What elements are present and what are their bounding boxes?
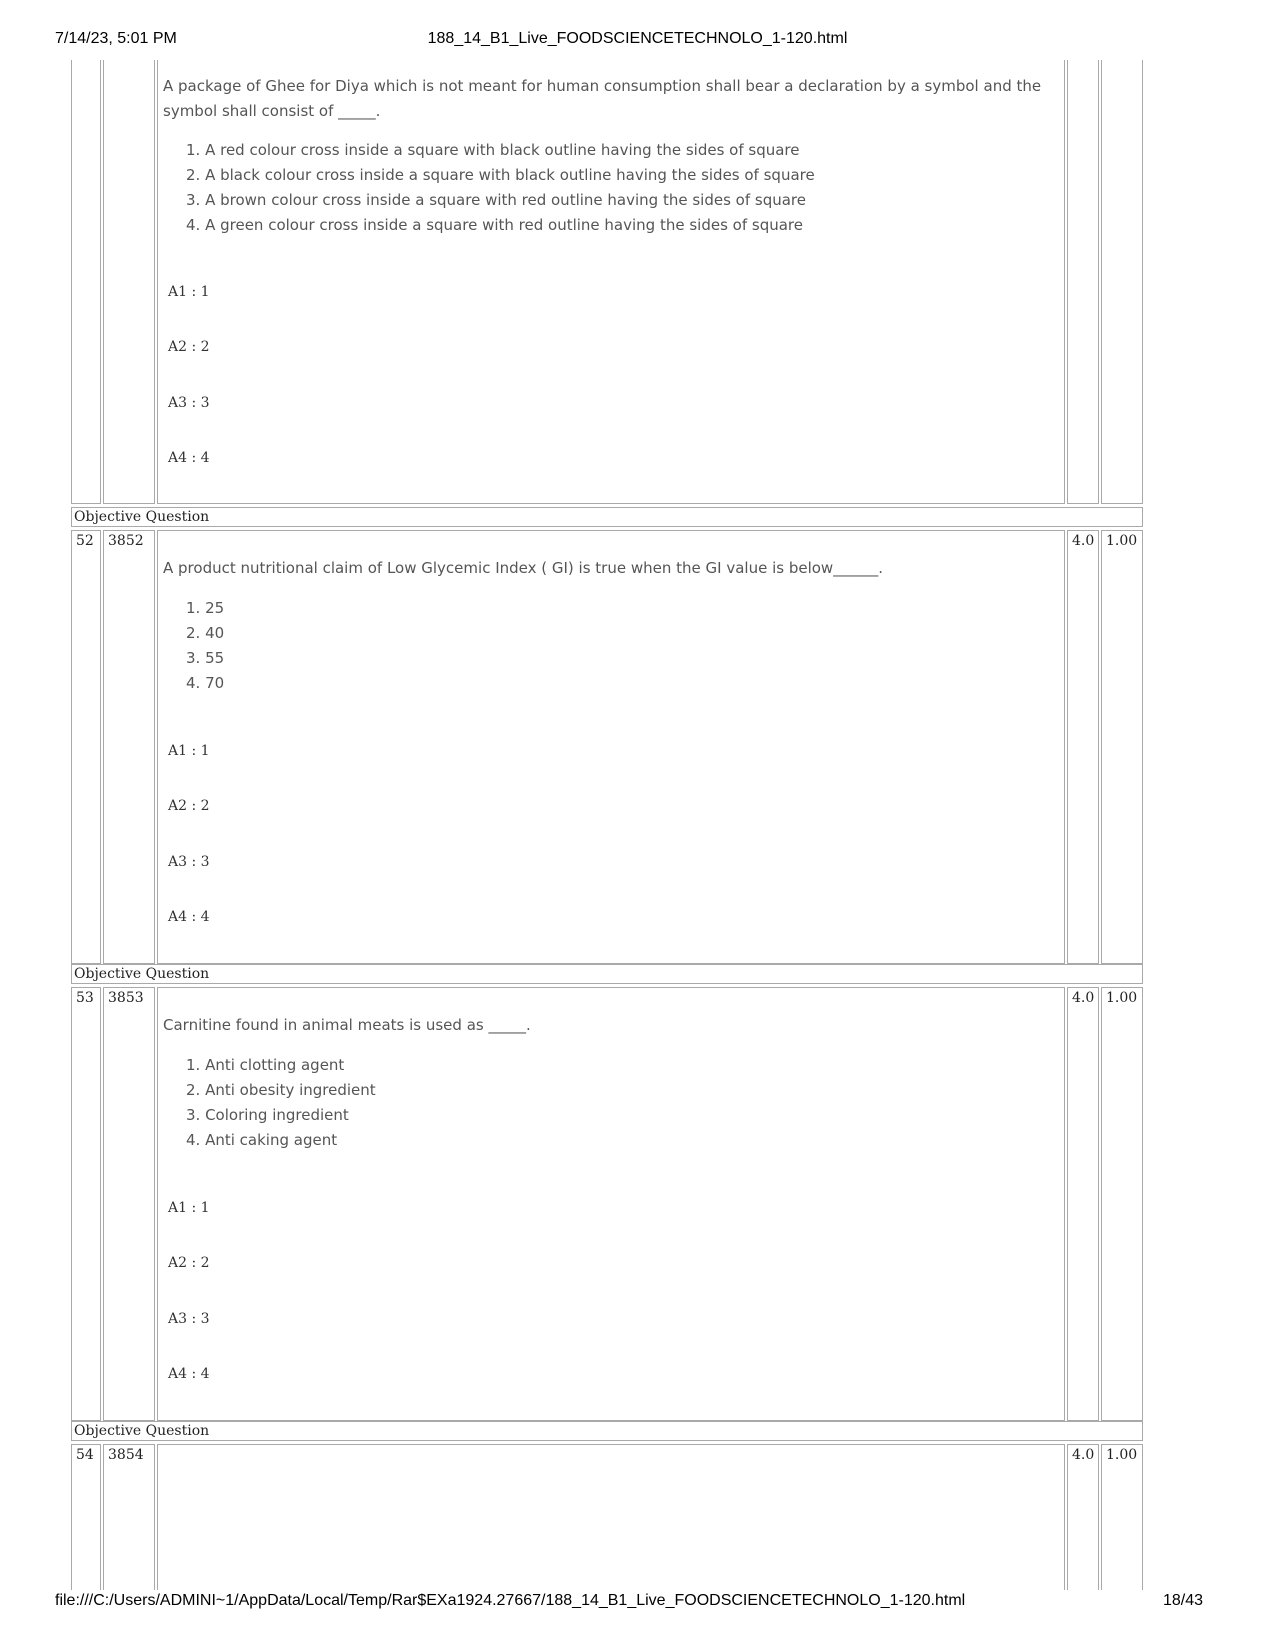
serial-number-cell: 52 [71,530,101,964]
option-item: 2. Anti obesity ingredient [186,1081,376,1099]
page-indicator: 18/43 [1162,1592,1203,1609]
answer-choice: A3 : 3 [168,395,210,411]
option-item: 1. A red colour cross inside a square with black outline having the sides of square [186,141,800,159]
option-item: 2. 40 [186,624,225,642]
option-item: 1. 25 [186,599,225,617]
negative-marks-cell: 1.00 [1101,1444,1143,1590]
answer-choice: A4 : 4 [168,450,210,466]
document-title: 188_14_B1_Live_FOODSCIENCETECHNOLO_1-120.html [427,30,848,47]
option-list [186,596,224,696]
option-item: 4. 70 [186,674,225,692]
question-id-cell [103,60,155,504]
negative-marks-cell: 1.00 [1101,530,1143,964]
answer-choice: A1 : 1 [168,1200,210,1216]
question-id-cell: 3853 [103,987,155,1421]
question-type-label: Objective Question [71,507,1143,527]
marks-cell: 4.0 [1067,1444,1099,1590]
question-cell [157,987,1065,1421]
serial-number-cell [71,60,101,504]
question-cell [157,1444,1065,1590]
question-id-cell: 3854 [103,1444,155,1590]
marks-cell [1067,60,1099,504]
option-item: 1. Anti clotting agent [186,1056,345,1074]
option-item: 4. Anti caking agent [186,1131,338,1149]
marks-cell: 4.0 [1067,987,1099,1421]
question-paper-table [71,60,1205,1590]
negative-marks-cell: 1.00 [1101,987,1143,1421]
answer-choice: A4 : 4 [168,909,210,925]
answer-choice: A1 : 1 [168,284,210,300]
question-cell [157,530,1065,964]
option-item: 3. 55 [186,649,225,667]
answer-choice: A2 : 2 [168,1255,210,1271]
option-item: 3. A brown colour cross inside a square with red outline having the sides of square [186,191,806,209]
serial-number-cell: 53 [71,987,101,1421]
question-id-cell: 3852 [103,530,155,964]
option-item: 2. A black colour cross inside a square with black outline having the sides of square [186,166,815,184]
answer-choice: A3 : 3 [168,1311,210,1327]
question-type-label: Objective Question [71,964,1143,984]
answer-choice: A4 : 4 [168,1366,210,1382]
option-item: 3. Coloring ingredient [186,1106,349,1124]
option-list [186,1053,376,1153]
option-item: 4. A green colour cross inside a square with red outline having the sides of square [186,216,803,234]
negative-marks-cell [1101,60,1143,504]
answer-choice: A3 : 3 [168,854,210,870]
marks-cell: 4.0 [1067,530,1099,964]
question-text: A package of Ghee for Diya which is not meant for human consumption shall bear a declaration by a symbol and the symbol shall consist of _____. [163,77,1042,120]
file-path: file:///C:/Users/ADMINI~1/AppData/Local/Temp/Rar$EXa1924.27667/188_14_B1_Live_FOODSCIENCETECHNOLO_1-120.html [55,1592,966,1609]
question-text: A product nutritional claim of Low Glycemic Index ( GI) is true when the GI value is below______. [163,559,883,577]
answer-choice: A2 : 2 [168,339,210,355]
option-list [186,138,815,238]
answer-choice: A1 : 1 [168,743,210,759]
print-header [0,30,1275,52]
print-footer [0,1592,1275,1614]
question-cell [157,60,1065,504]
question-text: Carnitine found in animal meats is used as _____. [163,1016,531,1034]
print-timestamp: 7/14/23, 5:01 PM [55,30,177,47]
question-type-label: Objective Question [71,1421,1143,1441]
serial-number-cell: 54 [71,1444,101,1590]
answer-choice: A2 : 2 [168,798,210,814]
